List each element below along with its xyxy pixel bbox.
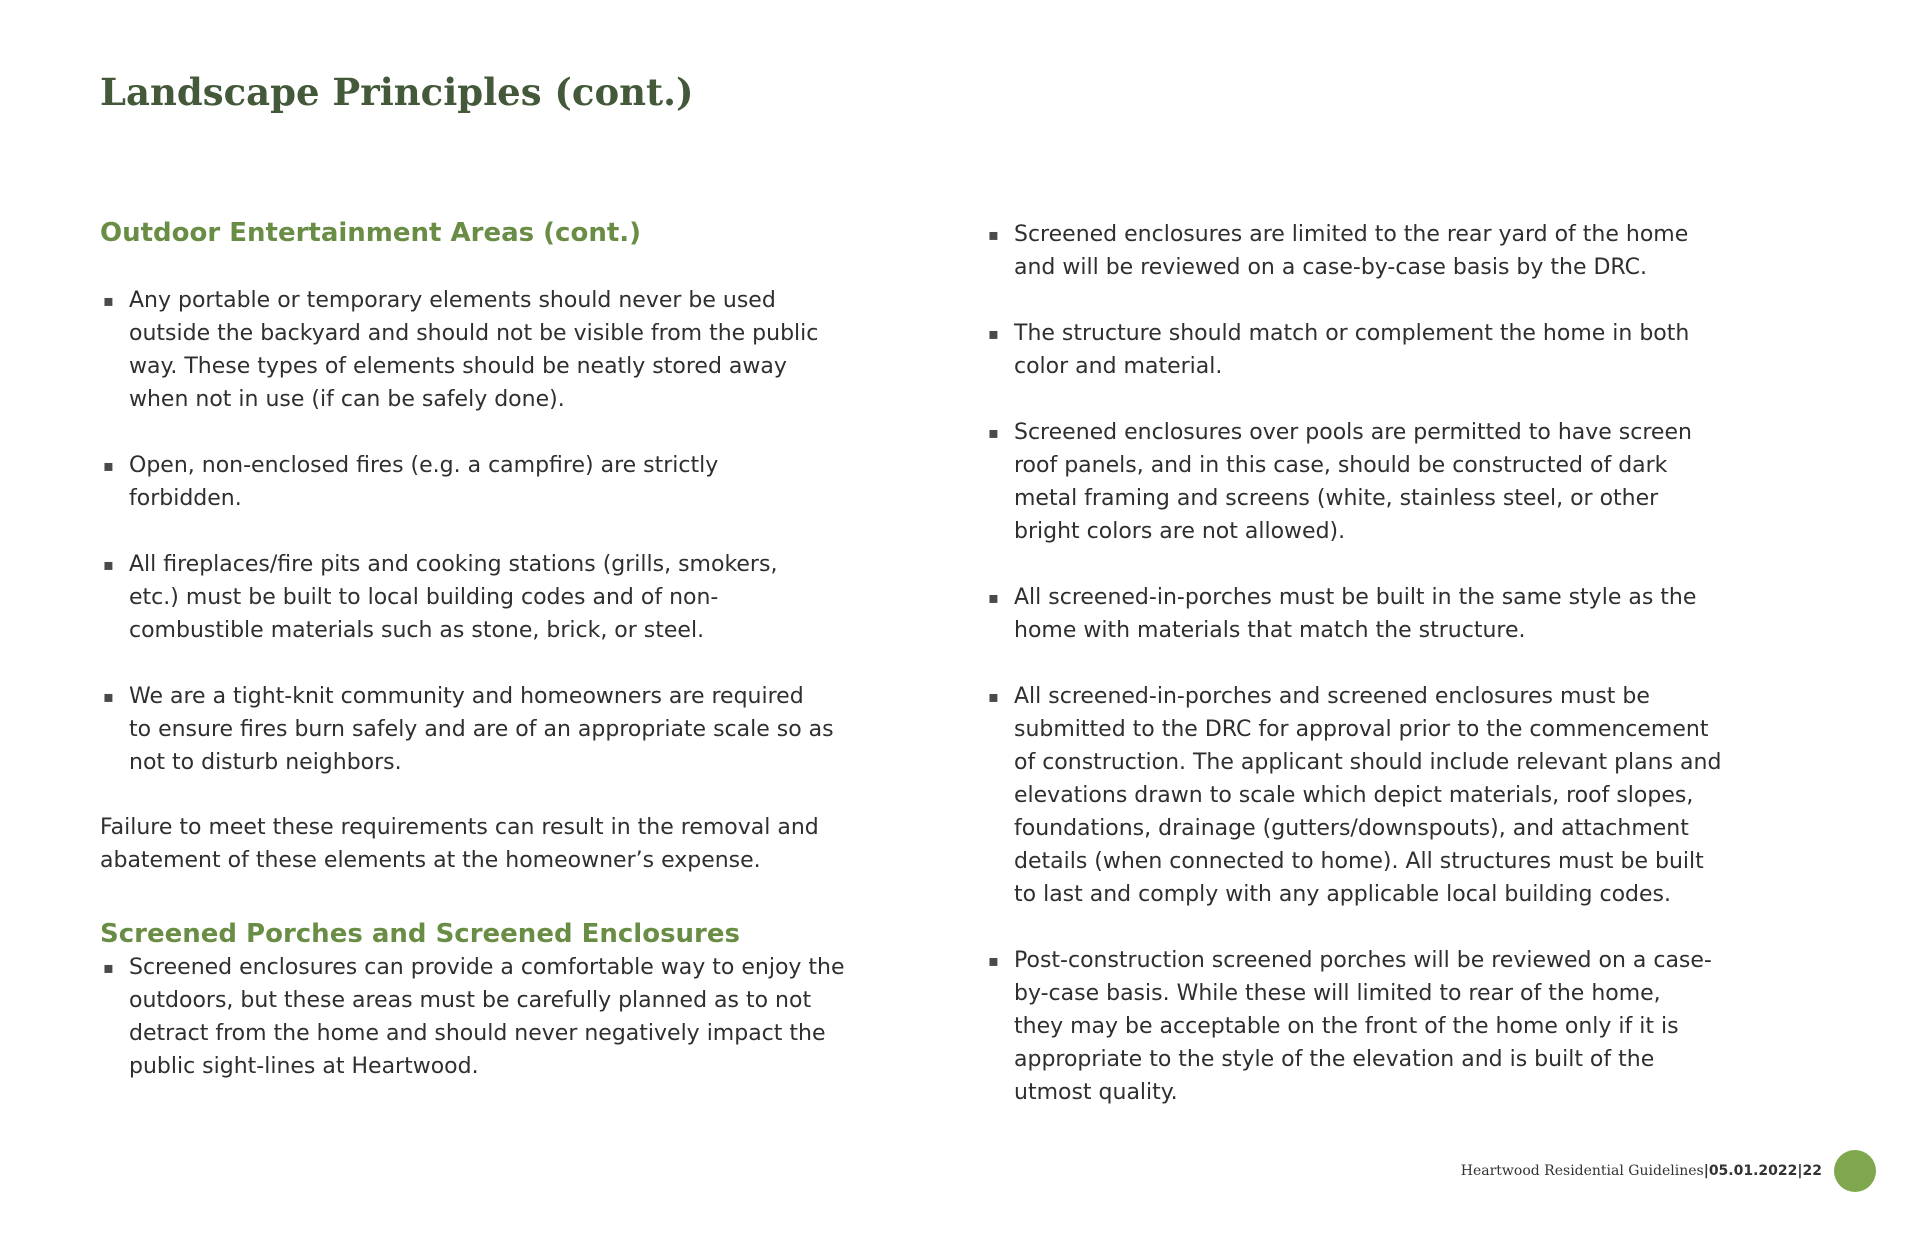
footer-dot-icon (1834, 1150, 1876, 1192)
screened-enclosures-bullet-1 (985, 218, 1745, 284)
bullet-square-icon: ▪ (988, 687, 999, 706)
bullet-text-line: when not in use (if can be safely done). (129, 387, 565, 412)
footer-page-number: 22 (1802, 1163, 1822, 1179)
screened-enclosures-bullet-5 (985, 680, 1745, 911)
bullet-square-icon: ▪ (103, 687, 114, 706)
bullet-text-line: and will be reviewed on a case-by-case basis by the DRC. (1014, 255, 1647, 280)
right-column (985, 218, 1745, 1109)
outdoor-entertainment-list (100, 284, 860, 779)
bullet-text-line: details (when connected to home). All structures must be built (1014, 849, 1704, 874)
outdoor-entertainment-bullet-1 (100, 284, 860, 416)
bullet-text-line: The structure should match or complement the home in both (1014, 321, 1690, 346)
footer-date: 05.01.2022 (1708, 1163, 1798, 1179)
footer-page-separator: | (1797, 1163, 1803, 1179)
bullet-text-line: submitted to the DRC for approval prior to the commencement (1014, 717, 1709, 742)
bullet-text-line: appropriate to the style of the elevation and is built of the (1014, 1047, 1655, 1072)
bullet-text-line: to ensure fires burn safely and are of an appropriate scale so as (129, 717, 834, 742)
bullet-text-line: All screened-in-porches must be built in the same style as the (1014, 585, 1697, 610)
screened-porches-list (100, 951, 860, 1083)
bullet-text-line: Screened enclosures over pools are permitted to have screen (1014, 420, 1692, 445)
footer-separator: | (1703, 1163, 1709, 1179)
bullet-text-line: by-case basis. While these will limited to rear of the home, (1014, 981, 1661, 1006)
bullet-text-line: metal framing and screens (white, stainless steel, or other (1014, 486, 1659, 511)
bullet-text-line: outside the backyard and should not be visible from the public (129, 321, 819, 346)
bullet-text-line: of construction. The applicant should include relevant plans and (1014, 750, 1722, 775)
bullet-text-line: We are a tight-knit community and homeowners are required (129, 684, 804, 709)
bullet-text-line: not to disturb neighbors. (129, 750, 402, 775)
bullet-text-line: outdoors, but these areas must be carefully planned as to not (129, 988, 812, 1013)
bullet-text-line: etc.) must be built to local building codes and of non- (129, 585, 719, 610)
bullet-text-line: Open, non-enclosed fires (e.g. a campfire) are strictly (129, 453, 719, 478)
bullet-text-line: color and material. (1014, 354, 1223, 379)
bullet-square-icon: ▪ (103, 555, 114, 574)
screened-enclosures-bullet-2 (985, 317, 1745, 383)
bullet-square-icon: ▪ (988, 951, 999, 970)
outdoor-entertainment-bullet-3 (100, 548, 860, 647)
bullet-text-line: elevations drawn to scale which depict materials, roof slopes, (1014, 783, 1694, 808)
bullet-text-line: to last and comply with any applicable local building codes. (1014, 882, 1672, 907)
screened-enclosures-bullet-4 (985, 581, 1745, 647)
bullet-text-line: combustible materials such as stone, brick, or steel. (129, 618, 705, 643)
screened-enclosures-bullet-6 (985, 944, 1745, 1109)
bullet-text-line: bright colors are not allowed). (1014, 519, 1346, 544)
bullet-text-line: Screened enclosures are limited to the rear yard of the home (1014, 222, 1689, 247)
section-heading-outdoor-entertainment: Outdoor Entertainment Areas (cont.) (100, 218, 642, 248)
bullet-text-line: they may be acceptable on the front of the home only if it is (1014, 1014, 1679, 1039)
outdoor-entertainment-bullet-2 (100, 449, 860, 515)
paragraph-text-line: Failure to meet these requirements can result in the removal and (100, 815, 819, 840)
bullet-text-line: All fireplaces/fire pits and cooking stations (grills, smokers, (129, 552, 778, 577)
page-footer (1461, 1150, 1876, 1192)
footer-document-name: Heartwood Residential Guidelines (1460, 1163, 1704, 1179)
bullet-text-line: Post-construction screened porches will be reviewed on a case- (1014, 948, 1712, 973)
bullet-square-icon: ▪ (103, 291, 114, 310)
bullet-square-icon: ▪ (988, 588, 999, 607)
left-column (100, 216, 860, 1083)
bullet-square-icon: ▪ (103, 958, 114, 977)
bullet-text-line: roof panels, and in this case, should be constructed of dark (1014, 453, 1668, 478)
bullet-square-icon: ▪ (988, 225, 999, 244)
bullet-text-line: way. These types of elements should be neatly stored away (129, 354, 787, 379)
page-title: Landscape Principles (cont.) (100, 70, 694, 114)
bullet-text-line: All screened-in-porches and screened enclosures must be (1014, 684, 1650, 709)
requirements-paragraph (100, 811, 860, 877)
bullet-text-line: Any portable or temporary elements should never be used (129, 288, 776, 313)
bullet-text-line: foundations, drainage (gutters/downspouts), and attachment (1014, 816, 1689, 841)
screened-porches-bullet-1 (100, 951, 860, 1083)
bullet-text-line: detract from the home and should never negatively impact the (129, 1021, 826, 1046)
bullet-text-line: utmost quality. (1014, 1080, 1178, 1105)
bullet-square-icon: ▪ (988, 324, 999, 343)
section-heading-screened-porches: Screened Porches and Screened Enclosures (100, 919, 740, 949)
paragraph-text-line: abatement of these elements at the homeowner’s expense. (100, 848, 761, 873)
bullet-text-line: public sight-lines at Heartwood. (129, 1054, 479, 1079)
bullet-text-line: home with materials that match the structure. (1014, 618, 1526, 643)
screened-enclosures-list (985, 218, 1745, 1109)
bullet-square-icon: ▪ (988, 423, 999, 442)
bullet-square-icon: ▪ (103, 456, 114, 475)
outdoor-entertainment-bullet-4 (100, 680, 860, 779)
bullet-text-line: Screened enclosures can provide a comfortable way to enjoy the (129, 955, 845, 980)
screened-enclosures-bullet-3 (985, 416, 1745, 548)
bullet-text-line: forbidden. (129, 486, 242, 511)
